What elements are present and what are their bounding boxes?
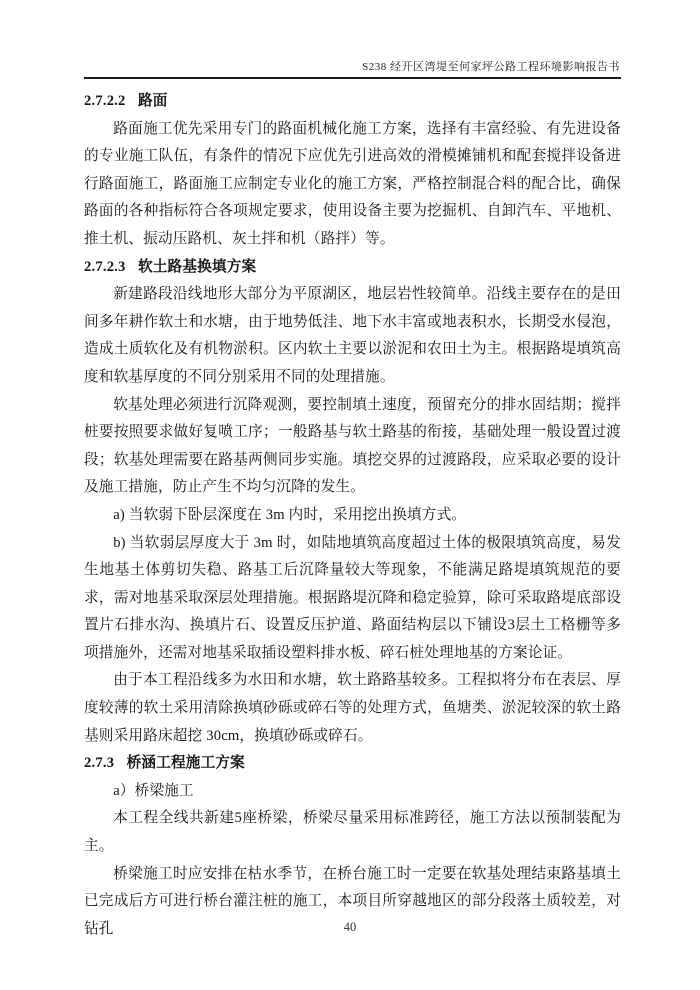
section-title: 路面 [137,93,168,109]
section-heading-2722 [84,88,621,116]
page-footer [0,920,700,935]
paragraph-bridge-season: 桥梁施工时应安排在枯水季节，在桥台施工时一定要在软基处理结束路基填土已完成后方可进行桥台灌注桩的施工，本项目所穿越地区的部分段落土质较差，对钻孔 [84,865,621,937]
paragraph-bridge-construction-label: a）桥梁施工 [113,782,194,799]
paragraph-replacement-method: 由于本工程沿线多为水田和水塘，软土路路基较多。工程拟将分布在表层、厚度较薄的软土采用清除换填砂砾或碎石等的处理方式，鱼塘类、淤泥较深的软土路基则采用路床超挖 30cm，换填砂砾或碎石。 [84,672,621,744]
section-number: 2.7.2.2 [84,93,126,109]
section-number: 2.7.2.3 [84,258,126,275]
header-rule [84,77,621,79]
list-item-b-deep-layer: b) 当软弱层厚度大于 3m 时，如陆地填筑高度超过土体的极限填筑高度，易发生地基土体剪切失稳、路基工后沉降量较大等现象，不能满足路堤填筑规范的要求，需对地基采取深层处理措施。根据路堤沉降和稳定验算，除可采取路堤底部设置片石排水沟、换填片石、设置反压护道、路面结构层以下铺设3层土工格栅等多项措施外，还需对地基采取插设塑料排水板、碎石桩处理地基的方案论证。 [84,534,621,661]
section-title: 桥涵工程施工方案 [126,755,245,772]
section-number: 2.7.3 [84,755,115,772]
section-heading-273 [84,750,621,778]
paragraph-soft-base-treatment: 软基处理必须进行沉降观测，要控制填土速度，预留充分的排水固结期；搅拌桩要按照要求做好复喷工序；一般路基与软土路基的衔接，基础处理一般设置过渡段；软基处理需要在路基两侧同步实施。填挖交界的过渡路段，应采取必要的设计及施工措施，防止产生不均匀沉降的发生。 [84,396,621,496]
section-heading-2723 [84,254,621,282]
page-header [84,58,620,74]
section-title: 软土路基换填方案 [137,258,257,275]
paragraph-pavement: 路面施工优先采用专门的路面机械化施工方案，选择有丰富经验、有先进设备的专业施工队伍，有条件的情况下应优先引进高效的滑模摊铺机和配套搅拌设备进行路面施工，路面施工应制定专业化的施工方案，严格控制混合料的配合比，确保路面的各种指标符合各项规定要求，使用设备主要为挖掘机、自卸汽车、平地机、推土机、振动压路机、灰土拌和机（路拌）等。 [84,120,621,247]
page-number: 40 [343,920,357,934]
header-title: S238 经开区湾堤至何家坪公路工程环境影响报告书 [362,61,620,73]
paragraph-soft-soil-overview: 新建路段沿线地形大部分为平原湖区，地层岩性较简单。沿线主要存在的是田间多年耕作软土和水塘，由于地势低洼、地下水丰富或地表积水，长期受水侵泡，造成土质软化及有机物淤积。区内软土主要以淤泥和农田土为主。根据路堤填筑高度和软基厚度的不同分别采用不同的处理措施。 [84,286,621,385]
paragraph-bridge-count: 本工程全线共新建5座桥梁，桥梁尽量采用标准跨径，施工方法以预制装配为主。 [84,810,621,855]
document-body [84,88,621,943]
list-item-a-shallow-layer: a) 当软弱下卧层深度在 3m 内时，采用挖出换填方式。 [113,506,467,523]
